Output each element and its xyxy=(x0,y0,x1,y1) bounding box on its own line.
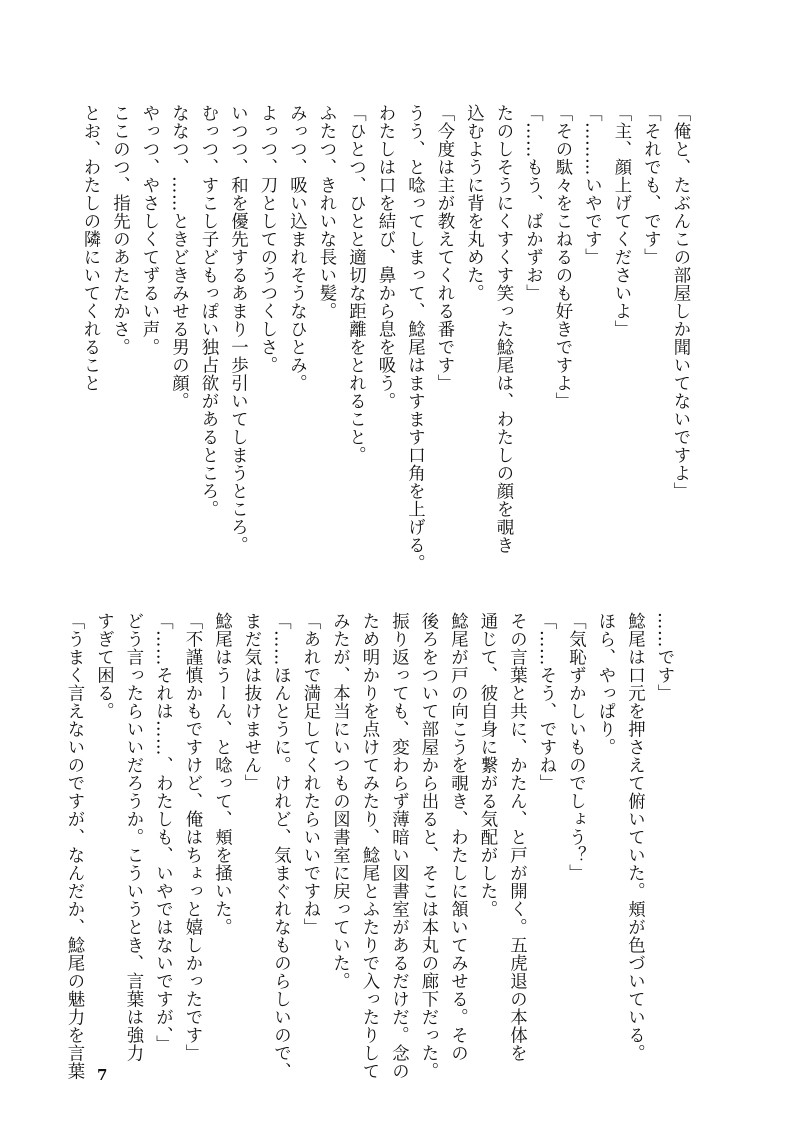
page-number: 7 xyxy=(97,1066,108,1084)
text-line: ここのつ、指先のあたたかさ。 xyxy=(109,104,130,356)
text-line: 「……もう、ばかずお」 xyxy=(522,104,543,302)
text-line: うう、と唸ってしまって、鯰尾はますます口角を上げる。 xyxy=(404,104,425,572)
text-line: みっつ、吸い込まれそうなひとみ。 xyxy=(286,104,307,392)
text-line: よっつ、刀としてのうつくしさ。 xyxy=(257,104,277,374)
text-line: 「今度は主が教えてくれる番です」 xyxy=(434,104,454,392)
text-line: ふたつ、きれいな長い髪。 xyxy=(316,104,336,320)
text-line: いつつ、和を優先するあまり一歩引いてしまうところ。 xyxy=(227,104,248,554)
text-line: 「うまく言えないのですが、なんだか、鯰尾の魅力を言葉 xyxy=(64,612,84,1080)
text-line: どう言ったらいいだろうか。こういうとき、言葉は強力 xyxy=(123,612,143,1062)
text-line: 鯰尾が戸の向こうを覗き、わたしに頷いてみせる。その xyxy=(447,612,468,1062)
text-line: みたが、本当にいつもの図書室に戻っていた。 xyxy=(329,612,350,990)
text-line: 「それでも、です」 xyxy=(640,104,661,266)
text-line: ななつ、……ときどきみせる男の顔。 xyxy=(168,104,189,410)
text-line: 「……そう、ですね」 xyxy=(536,612,556,792)
text-line: 込むように背を丸めた。 xyxy=(463,104,484,302)
text-line: 「俺と、たぶんこの部屋しか聞いてないですよ」 xyxy=(670,104,690,500)
text-line: たのしそうにくすくす笑った鯰尾は、わたしの顔を覗き xyxy=(493,104,513,554)
text-line: 「気恥ずかしいものでしょう？」 xyxy=(565,612,586,882)
text-line: わたしは口を結び、鼻から息を吸う。 xyxy=(375,104,395,410)
text-line: 鯰尾はうーん、と唸って、頬を掻いた。 xyxy=(211,612,232,936)
text-line: 「あれで満足してくれたらいいですね」 xyxy=(300,612,320,936)
top-text-block xyxy=(75,104,695,572)
text-line: とお、わたしの隣にいてくれること xyxy=(80,104,100,392)
text-line: 「ひとつ、ひとと適切な距離をとれること。 xyxy=(345,104,366,464)
text-line: 「……ほんとうに。けれど、気まぐれなものらしいので、 xyxy=(270,612,291,1080)
text-line: まだ気は抜けません」 xyxy=(241,612,261,792)
text-line: 通じて、彼自身に繋がる気配がした。 xyxy=(477,612,497,918)
text-line: むっつ、すこし子どもっぽい独占欲があるところ。 xyxy=(198,104,218,518)
text-line: 振り返っても、変わらず薄暗い図書室があるだけだ。念の xyxy=(388,612,409,1080)
text-line: 「その駄々をこねるのも好きですよ」 xyxy=(552,104,572,410)
text-line: すぎて困る。 xyxy=(93,612,114,720)
text-line: ……です」 xyxy=(654,612,674,702)
bottom-text-block xyxy=(59,612,679,1080)
text-line: ため明かりを点けてみたり、鯰尾とふたりで入ったりして xyxy=(359,612,379,1080)
text-line: 「………いやです」 xyxy=(581,104,602,266)
text-line: 「主、顔上げてくださいよ」 xyxy=(611,104,631,338)
text-line: 鯰尾は口元を押さえて俯いていた。頬が色づいている。 xyxy=(624,612,645,1062)
text-line: やっつ、やさしくてずるい声。 xyxy=(139,104,159,356)
text-line: 後ろをついて部屋から出ると、そこは本丸の廊下だった。 xyxy=(418,612,438,1080)
text-line: ほら、やっぱり。 xyxy=(595,612,615,756)
text-line: 「……それは……、わたしも、いやではないですが、」 xyxy=(152,612,173,1054)
text-line: 「不謹慎かもですけど、俺はちょっと嬉しかったです」 xyxy=(182,612,202,1062)
text-line: その言葉と共に、かたん、と戸が開く。五虎退の本体を xyxy=(506,612,527,1062)
